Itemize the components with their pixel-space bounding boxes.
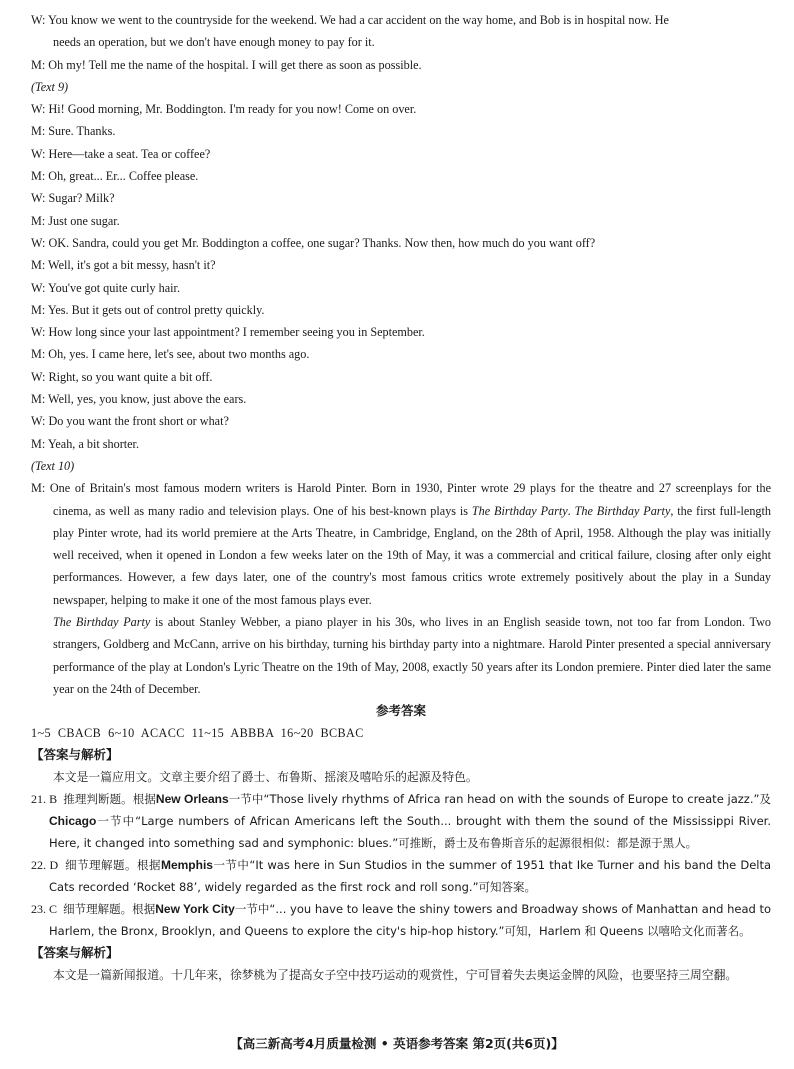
explanation-text: 细节理解题。根据	[65, 858, 161, 873]
text-10-label: (Text 10)	[31, 458, 75, 473]
section-keyword: New Orleans	[155, 792, 229, 807]
dialogue-line: M: Well, it's got a bit messy, hasn't it?	[31, 258, 216, 273]
dialogue-line: M: Just one sugar.	[31, 213, 120, 228]
page-content	[31, 9, 771, 986]
dialogue-line: M: Oh, yes. I came here, let's see, about two months ago.	[31, 347, 310, 362]
analysis-heading: 【答案与解析】	[31, 748, 119, 763]
answer-key-heading: 参考答案	[375, 704, 426, 719]
explanation-text: 一节中“... you have to leave the shiny towers and Broadway shows of Manhattan and head to Harlem, the Bronx, Brooklyn, and Queens to explore the city's hip-hop history.”可知，Harlem 和 Queens 以嘻哈文化而著名。	[49, 902, 772, 939]
question-number: 22. D	[31, 858, 59, 873]
explanation-text: 一节中“Large numbers of African Americans left the South... brought with them the sound of the Mississippi River. Here, it changed into something sad and symphonic: blues.”可推断，爵士及布鲁斯音乐的起源很相似：都是源于黑人。	[49, 814, 771, 851]
question-23-explanation	[31, 898, 771, 942]
question-number: 23. C	[31, 902, 58, 917]
section-keyword: New York City	[155, 902, 235, 917]
text-9-label: (Text 9)	[31, 79, 69, 94]
dialogue-line: W: You know we went to the countryside for the weekend. We had a car accident on the way home, and Bob is in hospital now. He	[31, 13, 669, 27]
question-22-explanation	[31, 854, 771, 898]
play-title: The Birthday Party	[53, 615, 151, 630]
play-title: The Birthday Party	[574, 503, 671, 518]
dialogue-line: W: Do you want the front short or what?	[31, 414, 229, 429]
paragraph-text: .	[567, 503, 575, 518]
section-keyword: Chicago	[49, 814, 97, 829]
dialogue-line-continuation: needs an operation, but we don't have enough money to pay for it.	[53, 35, 375, 50]
dialogue-line: W: OK. Sandra, could you get Mr. Boddington a coffee, one sugar? Thanks. Now then, how much do you want off?	[31, 235, 596, 250]
explanation-text: 一节中“It was here in Sun Studios in the summer of 1951 that Ike Turner and his band the Delta Cats recorded ‘Rocket 88’, widely regarded as the first rock and roll song.”可知答案。	[49, 858, 772, 895]
dialogue-line: M: Sure. Thanks.	[31, 124, 116, 139]
dialogue-line: M: Oh my! Tell me the name of the hospital. I will get there as soon as possible.	[31, 57, 422, 72]
paragraph-text: is about Stanley Webber, a piano player in his 30s, who lives in an English seaside town, not too far from London. Two strangers, Goldberg and McCann, arrive on his birthday, turning his birthday party into a nightmare. Harold Pinter presented a special anniversary performance of the play at London's Lyric Theatre on the 19th of May, 2008, exactly 50 years after its London premiere. Pinter died later the same year on the 24th of December.	[53, 615, 771, 696]
analysis-heading: 【答案与解析】	[31, 946, 119, 961]
dialogue-line: M: Oh, great... Er... Coffee please.	[31, 169, 199, 184]
question-number: 21. B	[31, 792, 58, 807]
paragraph-text: M: One of Britain's most famous modern writers is Harold Pinter. Born in 1930, Pinter wrote 29 plays for the theatre and 27 screenplays for the cinema, as well as many radio and television plays. One of his best-known plays is	[31, 481, 771, 518]
page-footer: 【高三新高考4月质量检测 • 英语参考答案 第2页(共6页)】	[230, 1036, 564, 1051]
paragraph-text: , the first full-length play Pinter wrote, had its world premiere at the Arts Theatre, in Cambridge, England, on the 28th of April, 1958. Although the play was initially well received, when it opened in London a few weeks later on the 19th of May, it was a commercial and critical failure, closing after only eight performances. However, a few days later, one of the country's most famous critics wrote extremely positively about the play in a Sunday newspaper, helping to make it one of the most famous plays ever.	[53, 503, 771, 607]
text-10-paragraph-2	[31, 611, 771, 700]
dialogue-line: M: Well, yes, you know, just above the ears.	[31, 392, 247, 407]
passage-summary: 本文是一篇应用文。文章主要介绍了爵士、布鲁斯、摇滚及嘻哈乐的起源及特色。	[53, 770, 478, 785]
section-keyword: Memphis	[160, 858, 213, 873]
dialogue-line: W: Right, so you want quite a bit off.	[31, 369, 213, 384]
dialogue-line: W: Hi! Good morning, Mr. Boddington. I'm ready for you now! Come on over.	[31, 102, 417, 117]
explanation-text: 一节中“Those lively rhythms of Africa ran head on with the sounds of Europe to create jazz.”及	[228, 792, 772, 807]
dialogue-line: W: Sugar? Milk?	[31, 191, 115, 206]
passage-summary: 本文是一篇新闻报道。十几年来，徐梦桃为了提高女子空中技巧运动的观赏性，宁可冒着失去奥运金牌的风险，也要坚持三周空翻。	[53, 968, 738, 983]
explanation-text: 推理判断题。根据	[63, 792, 156, 807]
dialogue-line: M: Yes. But it gets out of control pretty quickly.	[31, 302, 265, 317]
text-9-dialogue	[31, 98, 771, 455]
play-title: The Birthday Party	[471, 503, 568, 518]
dialogue-line: W: Here—take a seat. Tea or coffee?	[31, 146, 211, 161]
dialogue-line: M: Yeah, a bit shorter.	[31, 436, 139, 451]
answer-key-line: 1~5 CBACB 6~10 ACACC 11~15 ABBBA 16~20 BCBAC	[31, 726, 364, 741]
question-21-explanation	[31, 788, 771, 854]
dialogue-line: W: You've got quite curly hair.	[31, 280, 180, 295]
text-10-paragraph-1	[31, 477, 771, 611]
dialogue-line: W: How long since your last appointment? I remember seeing you in September.	[31, 325, 425, 340]
explanation-text: 细节理解题。根据	[63, 902, 156, 917]
